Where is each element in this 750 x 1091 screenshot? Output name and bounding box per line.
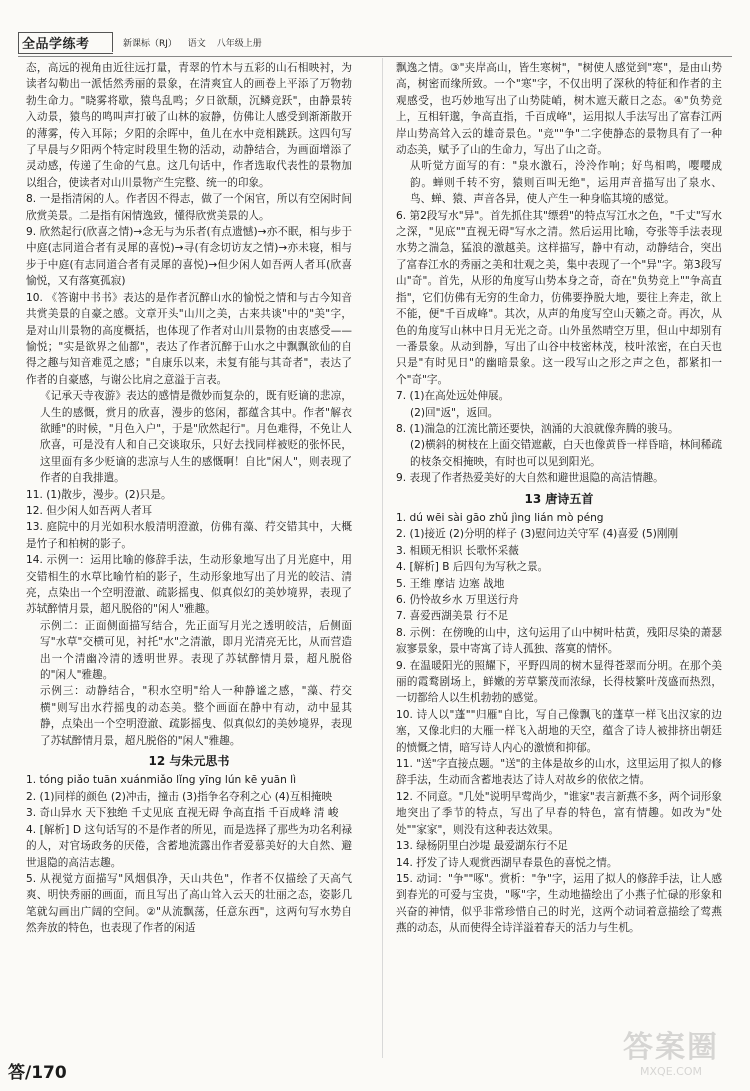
answer-item: 3. 相顾无相识 长歌怀采薇 <box>396 544 519 557</box>
answer-item: 2. (1)同样的颜色 (2)冲击，撞击 (3)指争名夺利之心 (4)互相掩映 <box>26 790 333 803</box>
brand-logo: 全品学练考 <box>22 37 90 52</box>
answer-item: 7. 喜爱西湖美景 行不足 <box>396 610 509 623</box>
answer-item: 13. 庭院中的月光如积水般清明澄澈，仿佛有藻、荇交错其中，大概是竹子和柏树的影子。 <box>26 521 352 550</box>
answer-item: 1. dú wēi sài gāo zhǔ jìng lián mò péng <box>396 511 604 524</box>
column-divider <box>382 58 383 1058</box>
answer-text: 从听觉方面写的有："泉水激石，泠泠作响；好鸟相鸣，嘤嘤成韵。蝉则千转不穷，猿则百叫无绝"，运用声音描写出了泉水、鸟、蝉、猿、声音各异，使人产生一种身临其境的感觉。 <box>410 160 722 206</box>
book-info <box>123 36 270 49</box>
answer-item: 3. 奇山异水 天下独绝 千丈见底 直视无碍 争高直指 千百成峰 清 峻 <box>26 807 339 820</box>
brand-frame-divider <box>112 32 113 52</box>
answer-item: 14. 抒发了诗人观赏西湖早春景色的喜悦之情。 <box>396 856 618 869</box>
answer-item: 9. 在温暖阳光的照耀下，平野四周的树木显得苍翠而分明。在那个美丽的霞鹜剧场上，鲜嫩的芳草繁茂而浓绿，长得枝繁叶茂盛而热烈，一切都给人以生机勃勃的感觉。 <box>396 659 722 705</box>
page-header <box>0 30 750 58</box>
left-column <box>26 60 352 937</box>
answer-item: 6. 仍怜故乡水 万里送行舟 <box>396 594 519 606</box>
answer-item: 9. 欣然起行(欣喜之情)→念无与为乐者(有点遗憾)→亦不眠，相与步于中庭(志同道合者有灵犀的喜悦)→寻(有念切访友之情)→亦未寝，相与步于中庭(有志同道合者有灵犀的喜悦)→但少闲人如吾两人者耳(欣喜愉悦，又有落寞孤寂) <box>26 226 352 288</box>
answer-item: 6. 第2段写水"异"。首先抓住其"缥碧"的特点写江水之色，"千丈"写水之深，"见底""直视无碍"写水之清。然后运用比喻，夸张等手法表现水势之湍急，猛浪的激越美。这样描写，静中有动，动静结合，突出了富春江水的秀丽之美和壮观之美，集中表现了一个"异"字。第3段写山"奇"。首先，从形的角度写山势本身之奇，奇在"负势竞上""争高直指"，它们仿佛有无穷的生命力，仿佛要挣脱大地，要往上奔走，欲上不能，便"千百成峰"。其次，从声的角度写空山天籁之奇。再次，从色的角度写山林中日月无光之奇。山外虽然晴空万里，但山中却别有一番景象。从动到静，写出了山谷中枝密林茂，枝叶浓密，在白天也只是"有时见日"的幽暗景象。这一段写山之形之声之色，都紧扣一个"奇"字。 <box>396 209 722 386</box>
answer-item: 5. 从视觉方面描写"风烟俱净，天山共色"，作者不仅描绘了天高气爽、明快秀丽的画面，而且写出了高山耸入云天的壮丽之态，姿影几笔就勾画出广阔的空间。②"从流飘荡，任意东西"，这两句写水势自然奔放的特色，也表现了作者的闲适 <box>26 872 352 935</box>
answer-item: 10. 诗人以"蓬""归雁"自比，写自己像飘飞的蓬草一样飞出汉家的边塞，又像北归的大雁一样飞入胡地的天空，蕴含了诗人被排挤出朝廷的愤慨之情，暗写诗人内心的激愤和抑郁。 <box>396 708 722 754</box>
page-number: 答/170 <box>8 1063 67 1083</box>
answer-text: 飘逸之情。③"夹岸高山，皆生寒树"，"树使人感觉到"寒"，是由山势高，树密而缘所致。一个"寒"字，不仅出明了深秋的特征和作者的主观感受，也巧妙地写出了山势陡峭，树木遮天蔽日之态。④"负势竞上，互相轩邈，争高直指，千百成峰"，运用拟人手法写出了富春江两岸山势高耸入云的雄奇景色。"竞""争"二字使静态的景物具有了一种动态美，赋予了山的生命力，写出了山之奇。 <box>396 62 722 157</box>
section-heading: 12 与朱元思书 <box>148 754 230 769</box>
answer-item: 11. (1)散步，漫步。(2)只是。 <box>26 488 172 501</box>
answer-item: 14. 示例一：运用比喻的修辞手法，生动形象地写出了月光庭中，用交错相生的水草比喻竹柏的影子，生动形象地写出了月光的皎洁、清亮，点染出一个空明澄澈、疏影摇曳、似真似幻的美妙境界，表现了苏轼醉情月景，超凡脱俗的"闲人"雅趣。 <box>26 554 352 616</box>
answer-text: 示例三：动静结合，"积水空明"给人一种静谧之感，"藻、荇交横"则写出水荇摇曳的动态美。整个画面在静中有动，动中显其静，点染出一个空明澄澈、疏影摇曳、似真似幻的美妙境界，表现了苏轼醉情月景，超凡脱俗的"闲人"雅趣。 <box>40 685 352 747</box>
answer-item: 8. 一是指清闲的人。作者因不得志，做了一个闲官，所以有空闲时间欣赏美景。二是指有闲情逸致，懂得欣赏美景的人。 <box>26 193 352 222</box>
watermark-logo <box>608 1031 734 1083</box>
watermark-sub: MXQE.COM <box>640 1065 702 1078</box>
answer-item: 2. (1)接近 (2)分明的样子 (3)慰问边关守军 (4)喜爱 (5)刚刚 <box>396 528 679 541</box>
answer-item: 10. 《答谢中书书》表达的是作者沉醉山水的愉悦之情和与古今知音共赏美景的自豪之感。文章开头"山川之美，古来共谈"中的"美"字，是对山川景物的高度概括，也体现了作者对山川景物的由衷感受——愉悦；"实是欲界之仙都"，表达了作者沉醉于山水之中飘飘欲仙的自得之趣与知音难觅之感；"自康乐以来，未复有能与其奇者"，表达了作者的自豪感，与谢公比肩之意溢于言表。 <box>26 291 352 386</box>
answer-text: 《记承天寺夜游》表达的感情是微妙而复杂的，既有贬谪的悲凉，人生的感慨，赏月的欣喜，漫步的悠闲，都蕴含其中。作者"解衣欲睡"的时候，"月色入户"，于是"欣然起行"。月色难得，不免让人欣喜，可是没有人和自己交谈取乐，只好去找同样被贬的张怀民，这里面有多少贬谪的悲凉与人生的感慨啊！自比"闲人"，则表现了作者的自我排遣。 <box>40 390 352 485</box>
answer-item: 15. 动词："争""啄"。赏析："争"字，运用了拟人的修辞手法，让人感到春光的可爱与宝贵，"啄"字，生动地描绘出了小燕子忙碌的形象和兴奋的神情，似乎非常珍惜自己的时光，这两个动词着意描绘了莺燕燕的动态，从而使得全诗洋溢着春天的活力与生机。 <box>396 872 722 935</box>
grade-label: 八年级上册 <box>216 39 262 49</box>
answer-item: 5. 王维 摩诘 边塞 战地 <box>396 577 505 590</box>
answer-item: 12. 不同意。"几处"说明早莺尚少，"谁家"表言新燕不多，两个词形象地突出了季节的特点，写出了早春的特色，富有情趣。如改为"处处""家家"，则没有这种表达效果。 <box>396 790 722 836</box>
answer-item: 11. "送"字直接点题。"送"的主体是故乡的山水，这里运用了拟人的修辞手法，生动而含蓄地表达了诗人对故乡的依依之情。 <box>396 758 722 787</box>
answer-text: 态，高远的视角由近往远打量，青翠的竹木与五彩的山石相映衬，为读者勾勒出一派恬然秀丽的景象，在清爽宜人的画卷上平添了万物勃勃生命力。"晓雾将歇，猿鸟乱鸣；夕日欲颓，沉鳞竞跃"，由静景转入动景，猿鸟的鸣叫声打破了山林的寂静，仿佛让人感受到渐渐散开的薄雾，传入耳际；夕阳的余晖中，鱼儿在水中竞相跳跃。这四句写了早晨与夕阳两个特定时段里生物的活动，动静结合，为画面增添了灵动感，传递了生命的气息。这几句话中，作者选取代表性的景物加以组合，使读者对山川景物产生完整、统一的印象。 <box>26 62 352 189</box>
watermark-main: 答案圈 <box>623 1030 719 1065</box>
answer-item: 1. tóng piǎo tuān xuánmiǎo lǐng yīng lún kē yuān lì <box>26 774 297 787</box>
answer-item: 8. 示例：在傍晚的山中，这句运用了山中树叶枯黄，残阳尽染的萧瑟寂寥景象，景中寄寓了诗人孤独、落寞的情怀。 <box>396 626 722 656</box>
answer-item: 9. 表现了作者热爱美好的大自然和避世退隐的高洁情趣。 <box>396 472 664 485</box>
answer-item: 4. [解析] B 后四句为写秋之景。 <box>396 561 549 574</box>
subject-label: 语文 <box>187 39 206 49</box>
right-column <box>396 60 722 937</box>
answer-item: 7. (1)在高处远处伸展。 <box>396 390 510 403</box>
answer-item: 4. [解析] D 这句话写的不是作者的所见，而是选择了那些为功名利禄的人，对官场政务的厌倦，含蓄地流露出作者爱慕美好的大自然、避世退隐的高洁志趣。 <box>26 823 352 869</box>
answer-text: (2)横斜的树枝在上面交错遮蔽，白天也像黄昏一样昏暗，林间稀疏的枝条交相掩映，有时也可以见到阳光。 <box>410 439 722 468</box>
series-label: 新课标（RJ） <box>123 39 177 49</box>
section-heading: 13 唐诗五首 <box>524 491 594 506</box>
header-rule <box>18 56 732 57</box>
answer-text: (2)回"返"，返回。 <box>410 406 499 419</box>
answer-text: 示例二：正面侧面描写结合，先正面写月光之透明皎洁，后侧面写"水草"交横可见，衬托"水"之清澈，即月光清亮无比，从而营造出一个清幽冷清的透明世界。表现了苏轼醉情月景，超凡脱俗的"闲人"雅趣。 <box>40 619 352 682</box>
answer-item: 13. 绿杨阴里白沙堤 最爱湖东行不足 <box>396 840 568 853</box>
answer-item: 12. 但少闲人如吾两人者耳 <box>26 504 153 517</box>
answer-item: 8. (1)湍急的江流比箭还要快，汹涌的大浪就像奔腾的骏马。 <box>396 422 679 435</box>
